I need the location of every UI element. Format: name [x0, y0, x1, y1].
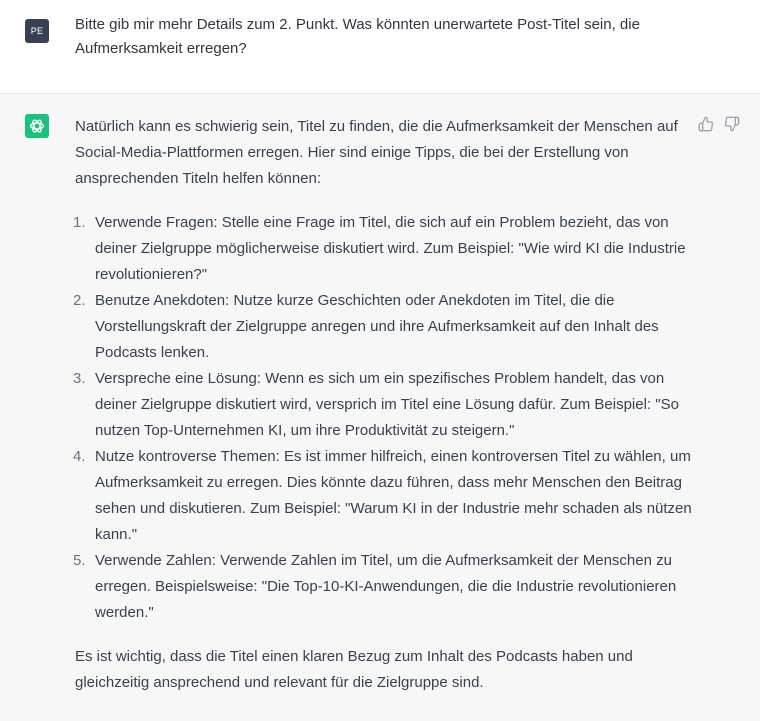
list-item [73, 210, 695, 288]
openai-logo-icon [29, 118, 45, 134]
user-message-row [0, 0, 760, 94]
list-item-number: 4. [73, 448, 86, 465]
user-avatar: PE [25, 19, 49, 43]
assistant-message-row [0, 94, 760, 721]
thumbs-down-icon[interactable] [724, 116, 740, 132]
assistant-intro: Natürlich kann es schwierig sein, Titel zu finden, die die Aufmerksamkeit der Menschen auf Social-Media-Plattformen erregen. Hier sind einige Tipps, die bei der Erstellung von ansprechenden Titeln helfen können: [75, 118, 678, 187]
list-item-number: 1. [73, 214, 86, 231]
assistant-message-content [75, 114, 695, 696]
tips-list [75, 210, 695, 626]
list-item-text: Nutze kontroverse Themen: Es ist immer hilfreich, einen kontroversen Titel zu wählen, um Aufmerksamkeit zu erregen. Dies könnte dazu führen, dass mehr Menschen den Beitrag sehen und diskutieren. Zum Beispiel: "Warum KI in der Industrie mehr schaden als nützen kann." [95, 448, 692, 543]
list-item-number: 5. [73, 552, 86, 569]
list-item-number: 2. [73, 292, 86, 309]
assistant-outro: Es ist wichtig, dass die Titel einen klaren Bezug zum Inhalt des Podcasts haben und gleichzeitig ansprechend und relevant für die Zielgruppe sind. [75, 648, 633, 691]
list-item-text: Verwende Fragen: Stelle eine Frage im Titel, die sich auf ein Problem bezieht, das von deiner Zielgruppe möglicherweise diskutiert wird. Zum Beispiel: "Wie wird KI die Industrie revolutionieren?" [95, 214, 686, 283]
thumbs-up-icon[interactable] [698, 116, 714, 132]
assistant-avatar [25, 114, 49, 138]
list-item-text: Verspreche eine Lösung: Wenn es sich um ein spezifisches Problem handelt, das von deiner Zielgruppe diskutiert wird, versprich im Titel eine Lösung dafür. Zum Beispiel: "So nutzen Top-Unternehmen KI, um ihre Produktivität zu steigern." [95, 370, 679, 439]
list-item [73, 548, 695, 626]
list-item [73, 366, 695, 444]
list-item [73, 288, 695, 366]
list-item-number: 3. [73, 370, 86, 387]
user-message-text: Bitte gib mir mehr Details zum 2. Punkt. Was könnten unerwartete Post-Titel sein, die Aufmerksamkeit erregen? [75, 16, 640, 57]
list-item [73, 444, 695, 548]
list-item-text: Benutze Anekdoten: Nutze kurze Geschichten oder Anekdoten im Titel, die die Vorstellungskraft der Zielgruppe anregen und ihre Aufmerksamkeit auf den Inhalt des Podcasts lenken. [95, 292, 659, 361]
list-item-text: Verwende Zahlen: Verwende Zahlen im Titel, um die Aufmerksamkeit der Menschen zu erregen. Beispielsweise: "Die Top-10-KI-Anwendungen, die die Industrie revolutionieren werden." [95, 552, 677, 621]
